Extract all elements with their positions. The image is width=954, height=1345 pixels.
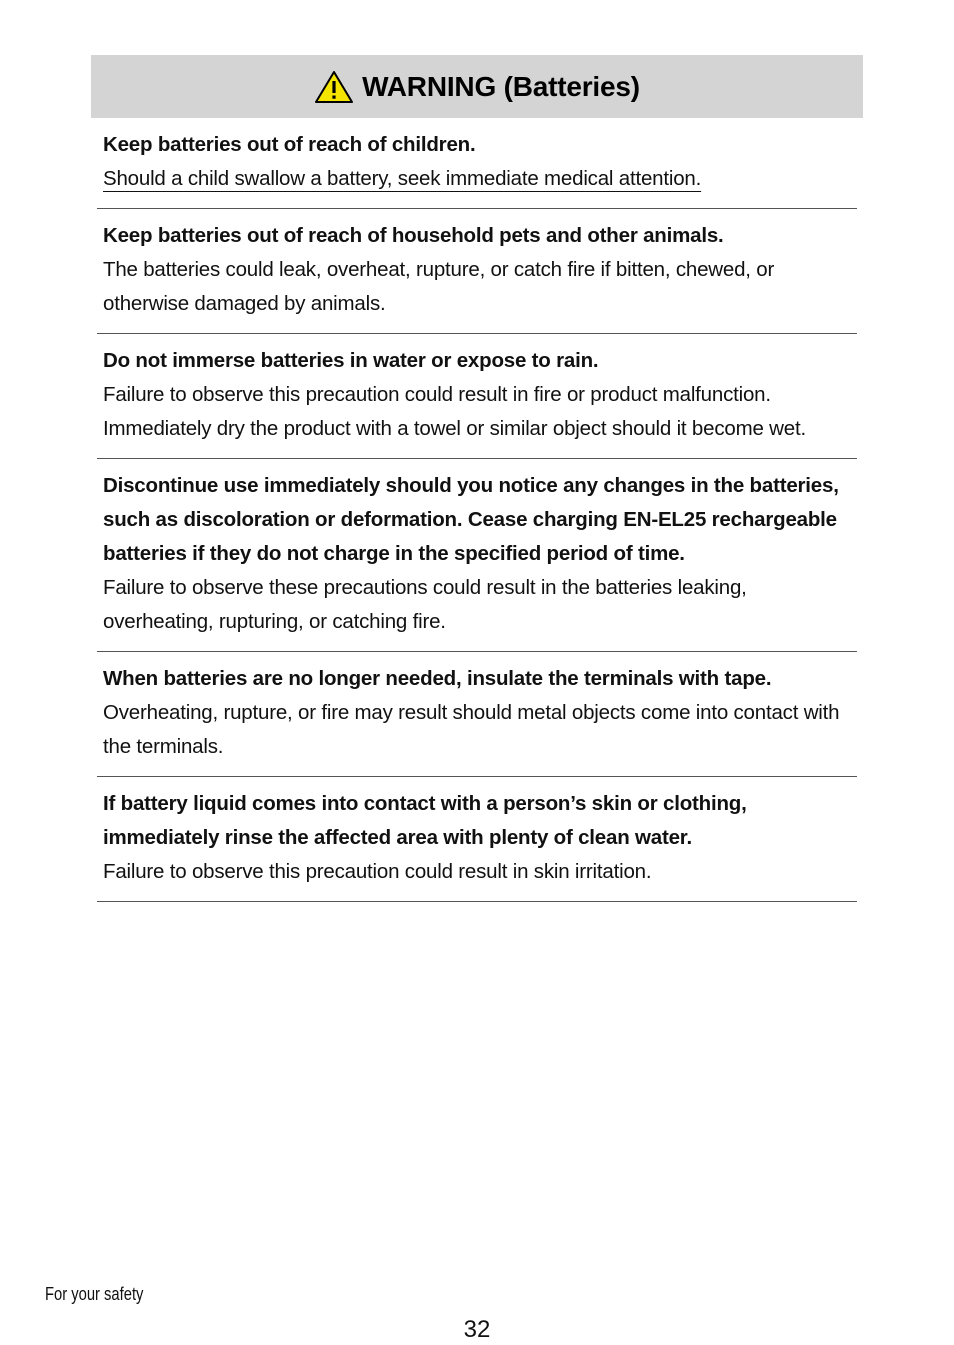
item-title: Do not immerse batteries in water or expose to rain. [103,349,599,372]
item-title: When batteries are no longer needed, insulate the terminals with tape. [103,667,772,690]
page-number: 32 [463,1316,491,1343]
warning-triangle-icon [314,70,354,104]
item-body: Failure to observe this precaution could result in fire or product malfunction. Immediately dry the product with a towel or similar object should it become wet. [103,383,806,440]
section-label: For your safety [45,1284,144,1304]
item-body: Failure to observe this precaution could result in skin irritation. [103,860,652,883]
item-title: Keep batteries out of reach of children. [103,133,476,156]
item-body: The batteries could leak, overheat, rupture, or catch fire if bitten, chewed, or otherwise damaged by animals. [103,258,775,315]
item-title: If battery liquid comes into contact with a person’s skin or clothing, immediately rinse the affected area with plenty of clean water. [103,792,747,849]
item-body: Overheating, rupture, or fire may result should metal objects come into contact with the terminals. [103,701,840,758]
list-item [97,777,857,902]
list-item [97,652,857,777]
item-body: Failure to observe these precautions could result in the batteries leaking, overheating, rupturing, or catching fire. [103,576,747,633]
list-item [97,209,857,334]
item-body: Should a child swallow a battery, seek immediate medical attention. [103,167,702,190]
list-item [97,118,857,209]
warning-header [91,55,863,118]
list-item [97,459,857,652]
list-item [97,334,857,459]
item-title: Discontinue use immediately should you notice any changes in the batteries, such as discoloration or deformation. Cease charging EN-EL25 rechargeable batteries if they do not charge in the specified period of time. [103,474,839,565]
page-title: WARNING (Batteries) [362,70,640,102]
item-title: Keep batteries out of reach of household pets and other animals. [103,224,724,247]
warning-list [97,118,857,902]
